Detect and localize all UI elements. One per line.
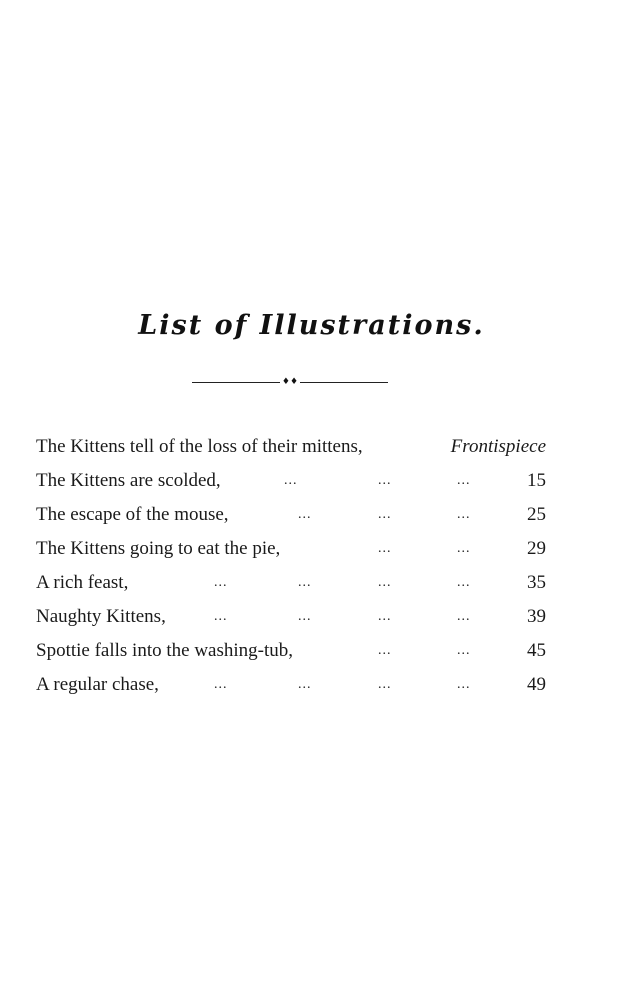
entry-page: 45 (527, 640, 546, 661)
leader-dots: ... (457, 541, 471, 556)
list-item (36, 532, 546, 566)
entry-page: 25 (527, 504, 546, 525)
list-item (36, 668, 546, 702)
entry-label: Naughty Kittens, (36, 606, 166, 627)
leader-dots: ... (457, 609, 471, 624)
leader-dots: ... (457, 575, 471, 590)
list-item (36, 600, 546, 634)
leader-dots: ... (378, 643, 392, 658)
entry-label: The Kittens tell of the loss of their mittens, (36, 436, 363, 457)
entry-label: A regular chase, (36, 674, 159, 695)
leader-dots: ... (378, 575, 392, 590)
entry-label: The escape of the mouse, (36, 504, 229, 525)
entry-page: 49 (527, 674, 546, 695)
list-item (36, 498, 546, 532)
leader-dots: ... (457, 507, 471, 522)
list-item (36, 634, 546, 668)
entry-page: Frontispiece (450, 436, 546, 457)
ornament-line-left (192, 382, 280, 383)
leader-dots: ... (378, 541, 392, 556)
leader-dots: ... (298, 575, 312, 590)
leader-dots: ... (378, 473, 392, 488)
leader-dots: ... (284, 473, 298, 488)
entry-label: A rich feast, (36, 572, 129, 593)
leader-dots: ... (457, 473, 471, 488)
entry-label: Spottie falls into the washing-tub, (36, 640, 294, 661)
entry-page: 35 (527, 572, 546, 593)
leader-dots: ... (298, 609, 312, 624)
page-title: List of Illustrations. (138, 310, 485, 341)
list-item (36, 566, 546, 600)
list-item (36, 430, 546, 464)
diamond-ornament-icon: ♦♦ (281, 377, 299, 387)
illustrations-list (36, 430, 546, 702)
entry-page: 29 (527, 538, 546, 559)
leader-dots: ... (457, 677, 471, 692)
leader-dots: ... (378, 609, 392, 624)
leader-dots: ... (214, 677, 228, 692)
title-ornament-rule (192, 376, 388, 388)
ornament-line-right (300, 382, 388, 383)
entry-label: The Kittens going to eat the pie, (36, 538, 281, 559)
entry-page: 15 (527, 470, 546, 491)
entry-label: The Kittens are scolded, (36, 470, 221, 491)
leader-dots: ... (457, 643, 471, 658)
leader-dots: ... (378, 507, 392, 522)
entry-page: 39 (527, 606, 546, 627)
leader-dots: ... (214, 575, 228, 590)
leader-dots: ... (298, 677, 312, 692)
leader-dots: ... (214, 609, 228, 624)
leader-dots: ... (298, 507, 312, 522)
leader-dots: ... (378, 677, 392, 692)
list-item (36, 464, 546, 498)
